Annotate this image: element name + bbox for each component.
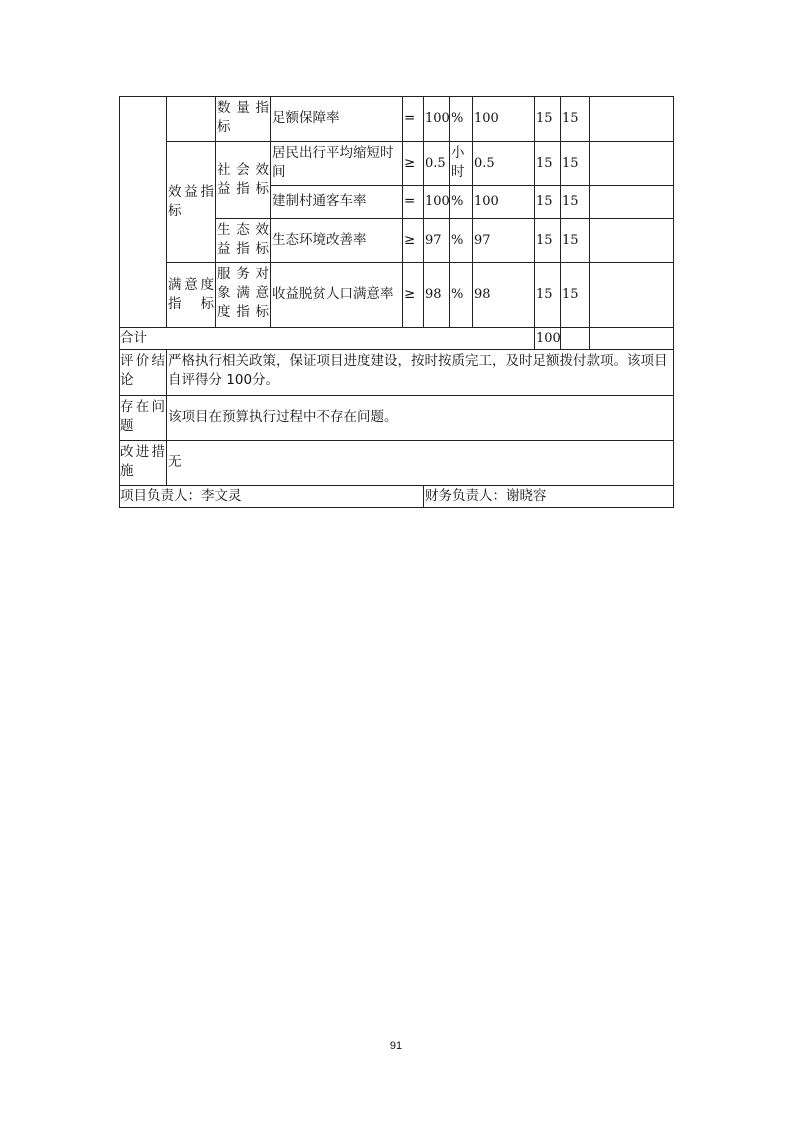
table-line [119, 485, 674, 486]
social-actual-cell: 100 [474, 194, 499, 209]
project-lead: 项目负责人：李文灵 [120, 488, 242, 504]
social-weight-cell: 15 [536, 194, 553, 209]
eco-operator-cell: ≥ [404, 232, 416, 248]
social-level3-cell: 社会效益指标 [217, 162, 269, 197]
social-operator-cell: ≥ [404, 155, 416, 171]
eco-actual-cell: 97 [474, 233, 491, 248]
eco-score-cell: 15 [562, 233, 579, 248]
table-line [166, 262, 674, 263]
total-weight: 100 [536, 331, 561, 346]
quantity-operator-cell: = [404, 110, 416, 126]
table-line [534, 96, 535, 349]
table-line [560, 96, 561, 349]
table-line [423, 485, 424, 507]
eco-unit-cell: % [451, 233, 464, 248]
satisfaction-indicator-cell: 收益脱贫人口满意率 [272, 286, 394, 302]
social-operator-cell: = [404, 193, 416, 209]
table-line [119, 96, 674, 97]
quantity-actual-cell: 100 [474, 111, 499, 126]
table-line [119, 327, 674, 328]
social-target-cell: 0.5 [425, 156, 446, 171]
social-unit-cell: 小时 [451, 145, 465, 180]
satisfaction-level2-cell: 满意度指标 [168, 277, 214, 312]
social-actual-cell: 0.5 [474, 156, 495, 171]
satisfaction-actual-cell: 98 [474, 287, 491, 302]
satisfaction-weight-cell: 15 [536, 287, 553, 302]
table-line [423, 96, 424, 327]
quantity-weight-cell: 15 [536, 111, 553, 126]
table-line [119, 349, 674, 350]
satisfaction-target-cell: 98 [425, 287, 442, 302]
table-line [472, 96, 473, 327]
table-line [166, 96, 167, 327]
quantity-score-cell: 15 [562, 111, 579, 126]
satisfaction-unit-cell: % [451, 287, 464, 302]
quantity-unit-cell: % [451, 111, 464, 126]
table-line [215, 218, 674, 219]
page-number: 91 [389, 1040, 403, 1052]
benefit-level2-cell: 效益指标 [168, 184, 214, 219]
table-line [166, 349, 167, 485]
eco-indicator-cell: 生态环境改善率 [272, 232, 367, 248]
table-line [270, 96, 271, 327]
eco-level3-cell: 生态效益指标 [217, 222, 269, 257]
table-line [402, 96, 403, 327]
table-line [166, 141, 674, 142]
social-weight-cell: 15 [536, 156, 553, 171]
social-indicator-cell: 建制村通客车率 [272, 193, 367, 209]
quantity-target-cell: 100 [425, 111, 450, 126]
table-line [589, 96, 590, 349]
table-line [673, 96, 674, 508]
table-line [119, 395, 674, 396]
eco-weight-cell: 15 [536, 233, 553, 248]
satisfaction-operator-cell: ≥ [404, 286, 416, 302]
social-indicator-cell: 居民出行平均缩短时间 [272, 145, 394, 180]
improvements-label: 改进措施 [120, 444, 165, 479]
satisfaction-level3-cell: 服务对象满意度指标 [217, 266, 269, 320]
eco-target-cell: 97 [425, 233, 442, 248]
table-line [449, 96, 450, 327]
social-target-cell: 100 [425, 194, 450, 209]
finance-lead: 财务负责人：谢晓容 [425, 488, 547, 504]
improvements-text: 无 [168, 454, 182, 470]
table-line [119, 507, 674, 508]
conclusion-text: 严格执行相关政策，保证项目进度建设，按时按质完工，及时足额拨付款项。该项目自评得分 100分。 [168, 353, 668, 388]
satisfaction-score-cell: 15 [562, 287, 579, 302]
quantity-level3-cell: 数量指标 [217, 100, 269, 135]
issues-label: 存在问题 [120, 399, 165, 434]
conclusion-label: 评价结论 [120, 353, 165, 388]
social-score-cell: 15 [562, 156, 579, 171]
table-line [215, 96, 216, 327]
total-label: 合计 [120, 330, 147, 346]
issues-text: 该项目在预算执行过程中不存在问题。 [168, 409, 398, 425]
social-score-cell: 15 [562, 194, 579, 209]
quantity-indicator-cell: 足额保障率 [272, 110, 340, 126]
social-unit-cell: % [451, 194, 464, 209]
table-line [119, 440, 674, 441]
